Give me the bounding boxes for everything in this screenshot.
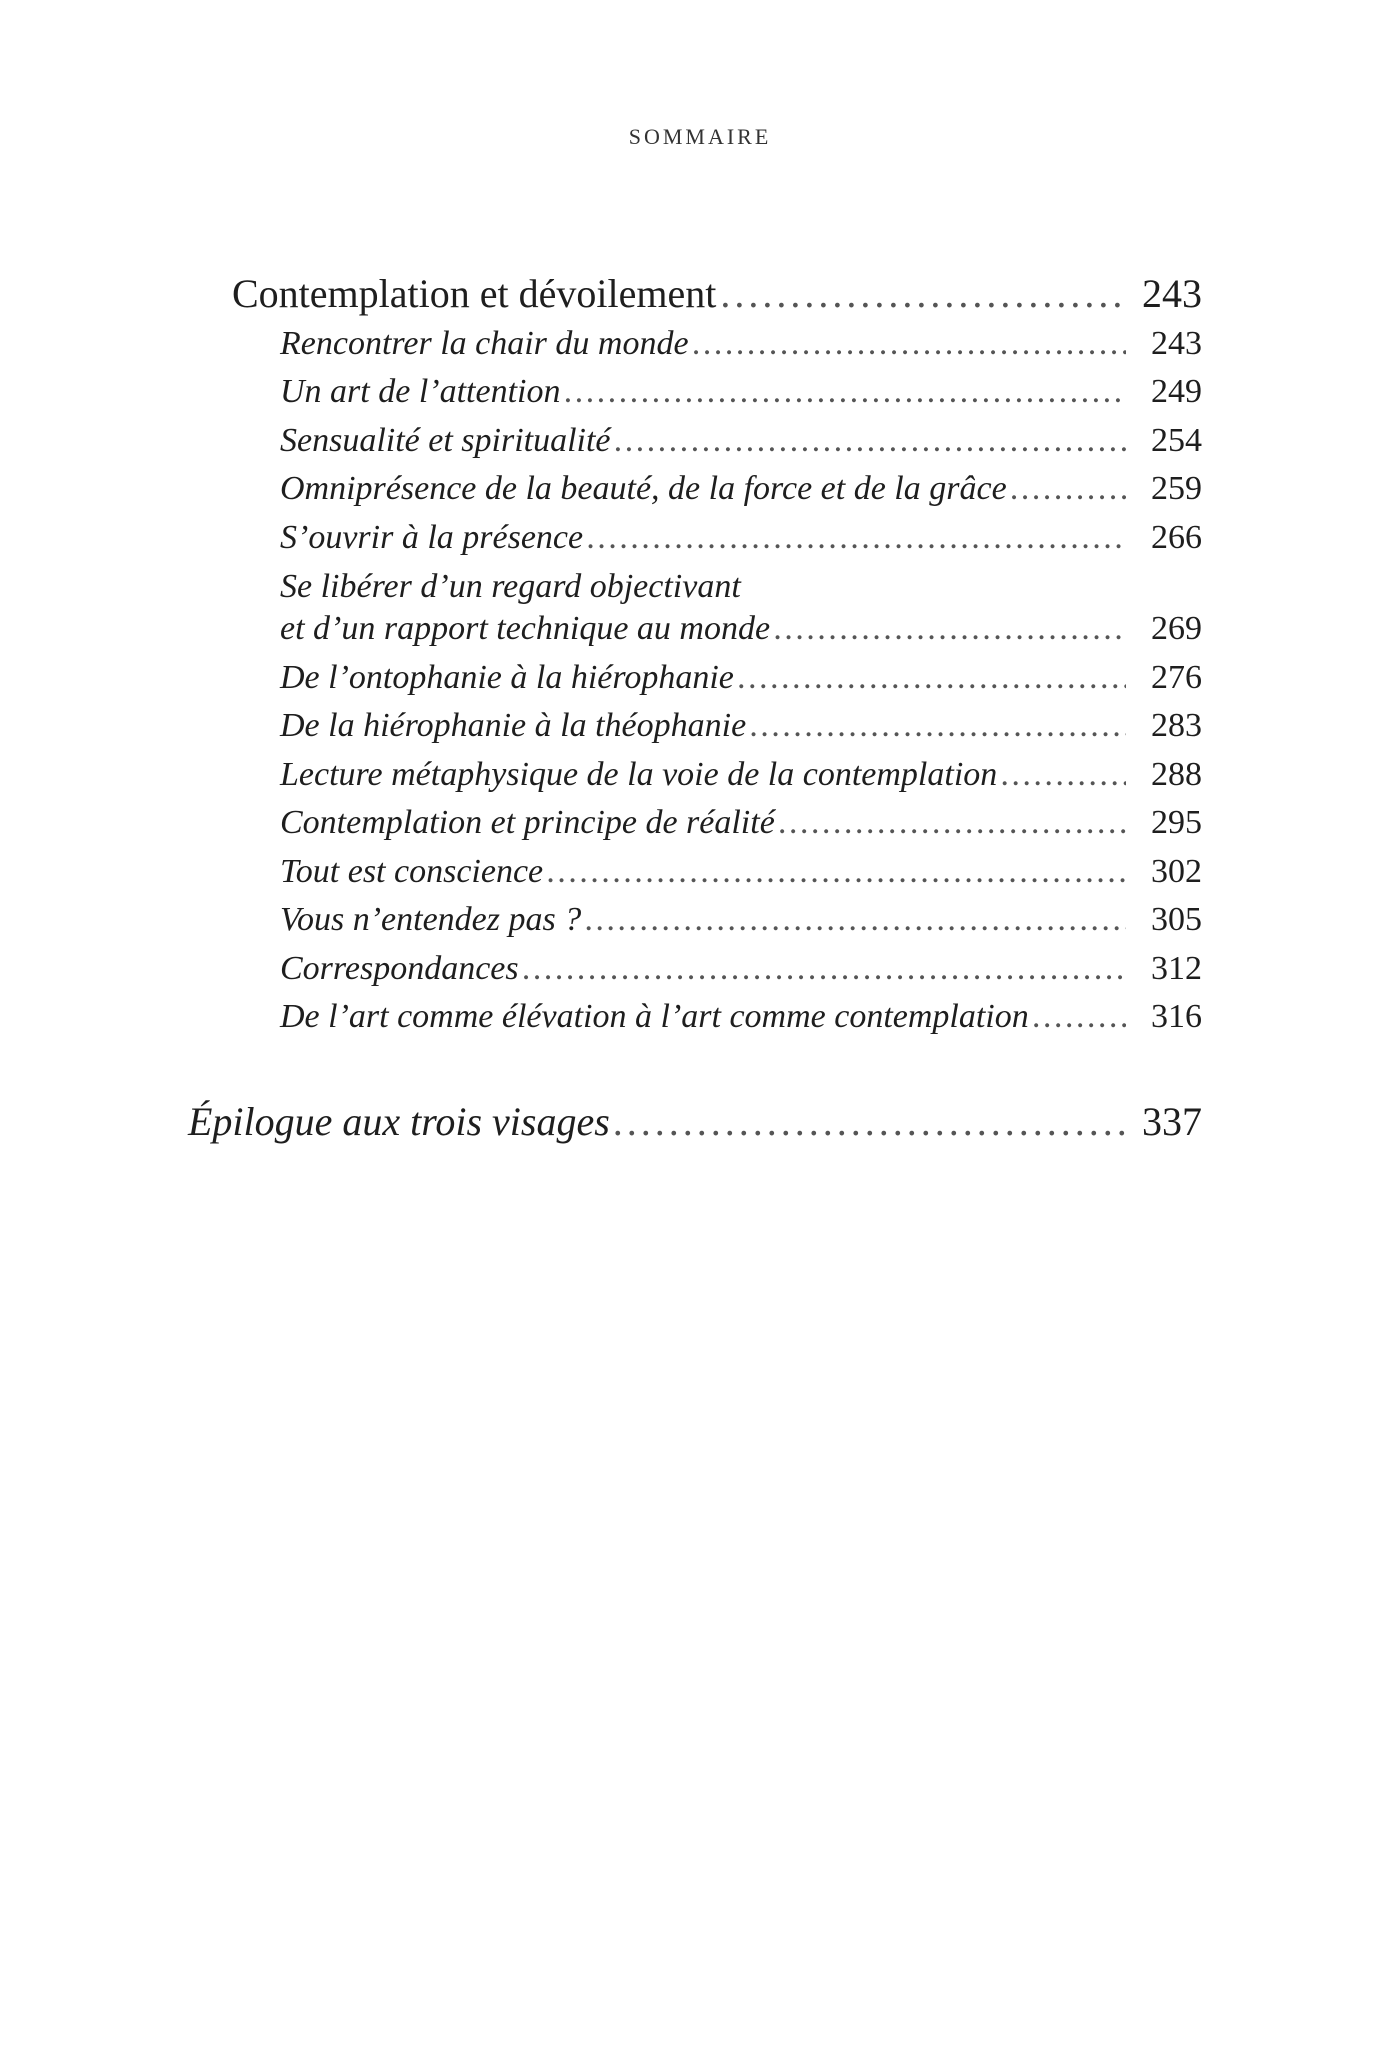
dot-leader <box>720 270 1126 317</box>
toc-entry-title-line1[interactable]: Se libérer d’un regard objectivant <box>280 568 741 605</box>
toc-entry-page: 254 <box>1151 422 1202 459</box>
toc-entry-title: Lecture métaphysique de la voie de la contemplation <box>280 756 998 793</box>
toc-entry-title: Vous n’entendez pas ? <box>280 901 582 938</box>
toc-entry-page: 288 <box>1151 756 1202 793</box>
toc-entry-page: 302 <box>1151 853 1202 890</box>
dot-leader <box>585 901 1126 939</box>
dot-leader <box>1011 470 1126 508</box>
toc-entry[interactable] <box>280 804 1202 842</box>
toc-entry[interactable] <box>280 373 1202 411</box>
toc-entry-page: 337 <box>1142 1099 1202 1144</box>
toc-entry[interactable] <box>280 998 1202 1036</box>
toc-entry[interactable] <box>280 756 1202 794</box>
toc-entry-title: Tout est conscience <box>280 853 544 890</box>
toc-entry-page: 259 <box>1151 470 1202 507</box>
toc-entry[interactable] <box>280 422 1202 460</box>
dot-leader <box>750 707 1126 745</box>
toc-entry-page: 266 <box>1151 519 1202 556</box>
toc-entry-page: 243 <box>1151 325 1202 362</box>
toc-entry[interactable] <box>280 659 1202 697</box>
dot-leader <box>614 1098 1126 1145</box>
toc-entry-page: 312 <box>1151 950 1202 987</box>
toc-entry[interactable] <box>280 707 1202 745</box>
toc-entry[interactable] <box>280 325 1202 363</box>
toc-entry[interactable] <box>280 901 1202 939</box>
dot-leader <box>564 373 1126 411</box>
dot-leader <box>615 422 1126 460</box>
toc-entry[interactable] <box>280 950 1202 988</box>
toc-entry[interactable] <box>280 853 1202 891</box>
toc-entry-title: Contemplation et principe de réalité <box>280 804 775 841</box>
toc-entry-title: Sensualité et spiritualité <box>280 422 611 459</box>
toc-entry-title: De la hiérophanie à la théophanie <box>280 707 747 744</box>
dot-leader <box>547 853 1126 891</box>
toc-entry-page: 305 <box>1151 901 1202 938</box>
toc-entry-title: et d’un rapport technique au monde <box>280 610 771 647</box>
dot-leader <box>693 325 1126 363</box>
dot-leader <box>738 659 1126 697</box>
toc-entry-page: 243 <box>1142 271 1202 316</box>
toc-entry-title: Contemplation et dévoilement <box>232 271 717 316</box>
toc-entry-page: 316 <box>1151 998 1202 1035</box>
toc-entry-page: 276 <box>1151 659 1202 696</box>
toc-entry[interactable] <box>280 519 1202 557</box>
toc-entry-page: 269 <box>1151 610 1202 647</box>
running-header: SOMMAIRE <box>628 124 772 149</box>
dot-leader <box>1033 998 1126 1036</box>
toc-entry-title: Omniprésence de la beauté, de la force et de la grâce <box>280 470 1007 507</box>
toc-entry-title: Un art de l’attention <box>280 373 561 410</box>
toc-entry[interactable] <box>280 610 1202 648</box>
toc-entry-title: Correspondances <box>280 950 519 987</box>
toc-entry-title: De l’art comme élévation à l’art comme contemplation <box>280 998 1029 1035</box>
toc-entry-title: De l’ontophanie à la hiérophanie <box>280 659 734 696</box>
toc-entry-page: 249 <box>1151 373 1202 410</box>
toc-section-entry[interactable] <box>232 270 1202 317</box>
toc-entry-title: Rencontrer la chair du monde <box>280 325 689 362</box>
dot-leader <box>1001 756 1126 794</box>
toc-entry-page: 283 <box>1151 707 1202 744</box>
dot-leader <box>779 804 1126 842</box>
toc-epilogue-entry[interactable] <box>188 1098 1202 1145</box>
dot-leader <box>523 950 1126 988</box>
toc-entry-title: Épilogue aux trois visages <box>188 1099 610 1144</box>
toc-entry[interactable] <box>280 470 1202 508</box>
dot-leader <box>774 610 1126 648</box>
toc-entry-title: S’ouvrir à la présence <box>280 519 584 556</box>
dot-leader <box>587 519 1126 557</box>
toc-entry-page: 295 <box>1151 804 1202 841</box>
